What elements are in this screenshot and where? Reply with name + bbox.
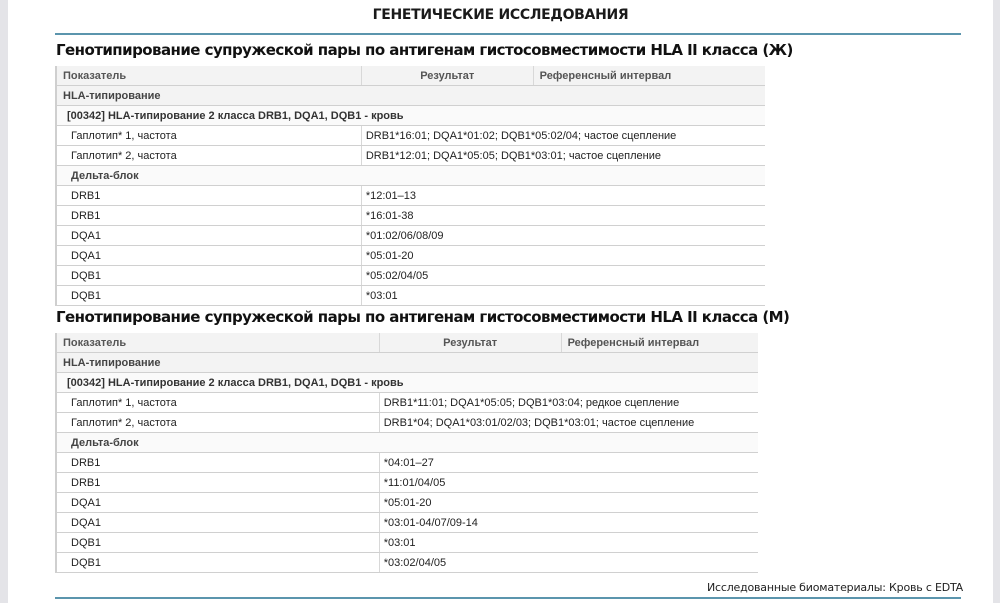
result-cell: DRB1*04; DQA1*03:01/02/03; DQB1*03:01; частое сцепление [379,413,758,433]
delta-block-row [56,166,765,186]
result-cell: *03:01 [361,286,765,306]
result-cell: DRB1*16:01; DQA1*01:02; DQB1*05:02/04; частое сцепление [361,126,765,146]
table-row [56,266,765,286]
result-cell: *05:01-20 [379,493,758,513]
param-cell: DRB1 [56,453,379,473]
result-cell: *05:01-20 [361,246,765,266]
col-header-result: Результат [379,333,561,353]
result-cell: *04:01–27 [379,453,758,473]
footer-divider [55,597,961,599]
param-cell: Гаплотип* 2, частота [56,146,361,166]
table-row [56,553,758,573]
param-cell: Гаплотип* 1, частота [56,393,379,413]
table-row [56,513,758,533]
table-row [56,206,765,226]
group-row [56,353,758,373]
col-header-param: Показатель [56,66,361,86]
report-title: ГЕНЕТИЧЕСКИЕ ИССЛЕДОВАНИЯ [372,7,629,23]
param-cell: DQA1 [56,513,379,533]
result-cell: *12:01–13 [361,186,765,206]
table-row [56,493,758,513]
results-table-female [55,66,765,306]
param-cell: DQB1 [56,533,379,553]
table-row [56,453,758,473]
subgroup-row [56,373,758,393]
param-cell: DQA1 [56,226,361,246]
param-cell: Гаплотип* 2, частота [56,413,379,433]
result-cell: *11:01/04/05 [379,473,758,493]
delta-block-label: Дельта-блок [56,433,758,453]
col-header-result: Результат [361,66,533,86]
result-cell: *03:02/04/05 [379,553,758,573]
subgroup-label: [00342] HLA-типирование 2 класса DRB1, DQA1, DQB1 - кровь [56,373,758,393]
result-cell: *01:02/06/08/09 [361,226,765,246]
result-cell: DRB1*11:01; DQA1*05:05; DQB1*03:04; редкое сцепление [379,393,758,413]
result-cell: *03:01-04/07/09-14 [379,513,758,533]
delta-block-row [56,433,758,453]
param-cell: DQB1 [56,553,379,573]
subgroup-row [56,106,765,126]
param-cell: DRB1 [56,186,361,206]
param-cell: DRB1 [56,473,379,493]
report-page [8,0,993,603]
table-row [56,146,765,166]
table-header [56,333,758,353]
result-cell: *03:01 [379,533,758,553]
param-cell: DQA1 [56,246,361,266]
table-row [56,533,758,553]
param-cell: Гаплотип* 1, частота [56,126,361,146]
table-row [56,226,765,246]
result-cell: *05:02/04/05 [361,266,765,286]
param-cell: DQB1 [56,286,361,306]
table-row [56,473,758,493]
table-row [56,393,758,413]
col-header-reference: Референсный интервал [561,333,758,353]
biomaterial-note: Исследованные биоматериалы: Кровь с EDTA [706,581,963,594]
result-cell: DRB1*12:01; DQA1*05:05; DQB1*03:01; частое сцепление [361,146,765,166]
col-header-reference: Референсный интервал [533,66,765,86]
table-row [56,186,765,206]
param-cell: DRB1 [56,206,361,226]
table-row [56,286,765,306]
subgroup-label: [00342] HLA-типирование 2 класса DRB1, DQA1, DQB1 - кровь [56,106,765,126]
group-label: HLA-типирование [56,353,758,373]
param-cell: DQA1 [56,493,379,513]
table-row [56,126,765,146]
title-divider [55,33,961,35]
section-title-male: Генотипирование супружеской пары по антигенам гистосовместимости HLA II класса (М) [56,308,790,326]
result-cell: *16:01-38 [361,206,765,226]
group-label: HLA-типирование [56,86,765,106]
group-row [56,86,765,106]
section-title-female: Генотипирование супружеской пары по антигенам гистосовместимости HLA II класса (Ж) [56,41,793,59]
table-row [56,246,765,266]
delta-block-label: Дельта-блок [56,166,765,186]
param-cell: DQB1 [56,266,361,286]
results-table-male [55,333,758,573]
table-row [56,413,758,433]
table-header [56,66,765,86]
col-header-param: Показатель [56,333,379,353]
